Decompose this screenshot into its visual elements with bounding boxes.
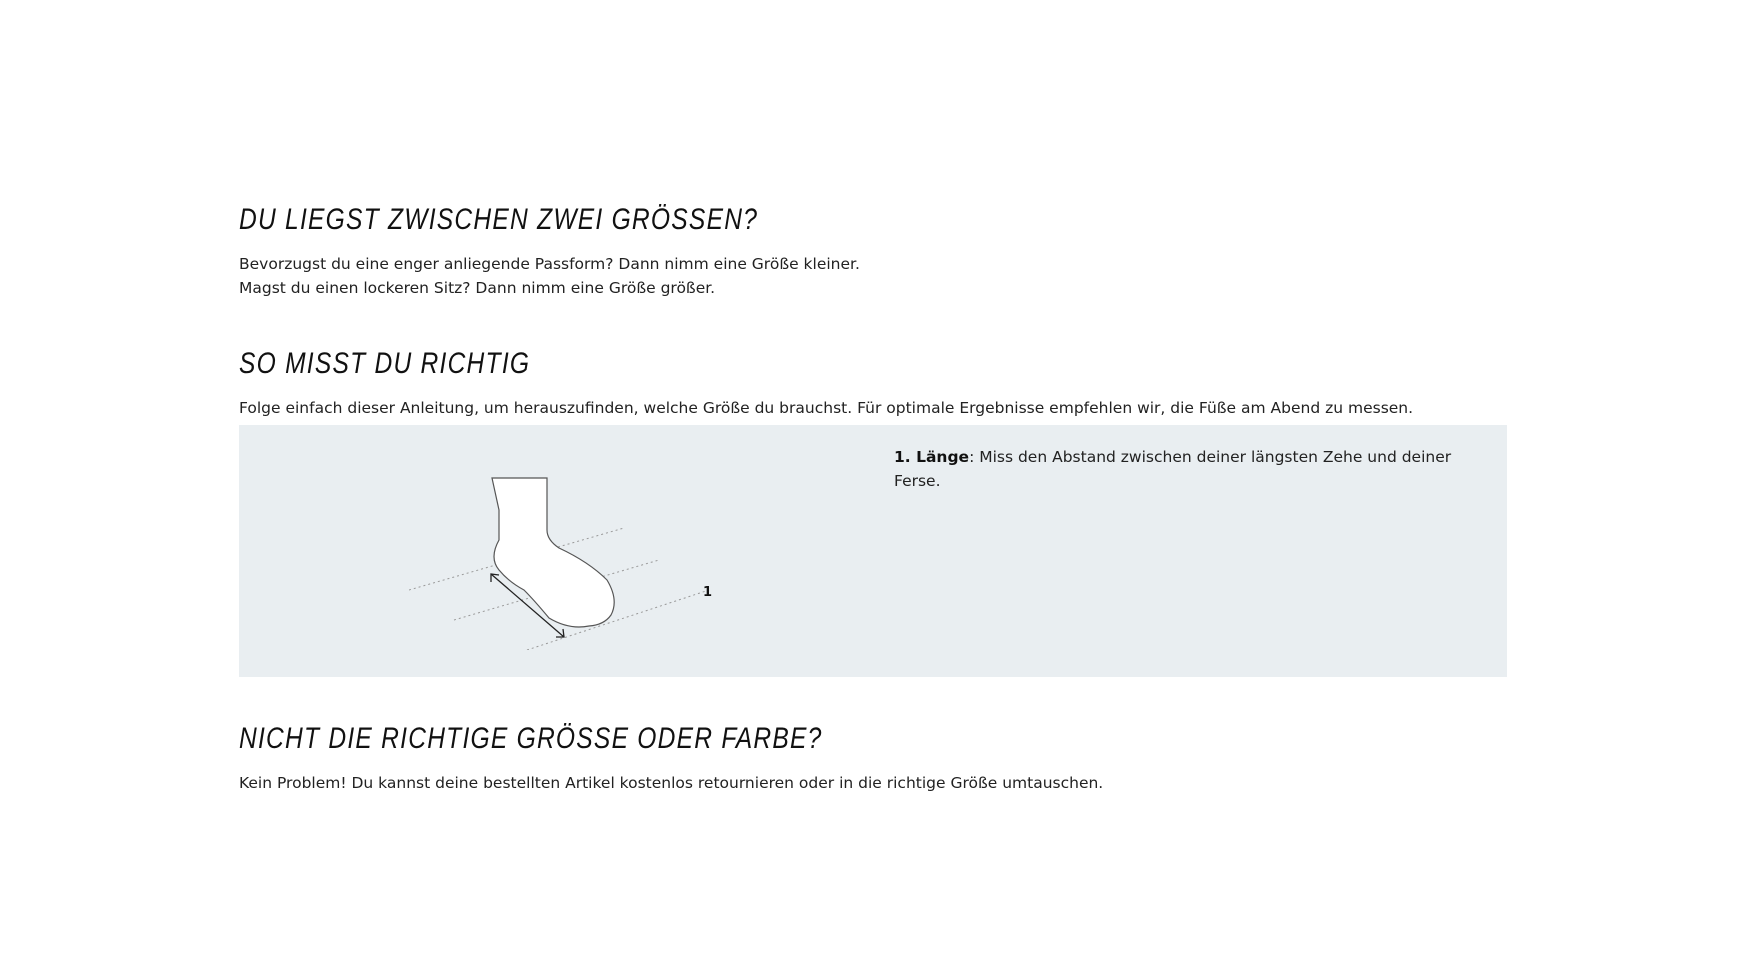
size-guide-content — [239, 200, 1507, 795]
sock-foot-length-diagram-icon — [409, 450, 729, 650]
measurement-panel — [239, 425, 1507, 677]
how-to-measure-intro: Folge einfach dieser Anleitung, um herauszufinden, welche Größe du brauchst. Für optimale Ergebnisse empfehlen wir, die Füße am Abend zu messen. — [239, 399, 1414, 417]
wrong-size-text: Kein Problem! Du kannst deine bestellten Artikel kostenlos retournieren oder in die richtige Größe umtauschen. — [239, 774, 1104, 792]
between-sizes-heading: DU LIEGST ZWISCHEN ZWEI GRÖSSEN? — [239, 203, 759, 236]
wrong-size-section — [239, 719, 1507, 795]
how-to-measure-heading: SO MISST DU RICHTIG — [239, 347, 531, 380]
diagram-marker-1: 1 — [703, 585, 713, 600]
between-sizes-line-2: Magst du einen lockeren Sitz? Dann nimm eine Größe größer. — [239, 279, 716, 297]
between-sizes-line-1: Bevorzugst du eine enger anliegende Passform? Dann nimm eine Größe kleiner. — [239, 255, 860, 273]
length-instruction — [894, 445, 1474, 493]
wrong-size-heading: NICHT DIE RICHTIGE GRÖSSE ODER FARBE? — [239, 722, 823, 755]
how-to-measure-section — [239, 344, 1507, 677]
between-sizes-section — [239, 200, 1507, 300]
length-step-text: : Miss den Abstand zwischen deiner längsten Zehe und deiner Ferse. — [894, 448, 1452, 490]
length-step-label: 1. Länge — [894, 448, 970, 466]
